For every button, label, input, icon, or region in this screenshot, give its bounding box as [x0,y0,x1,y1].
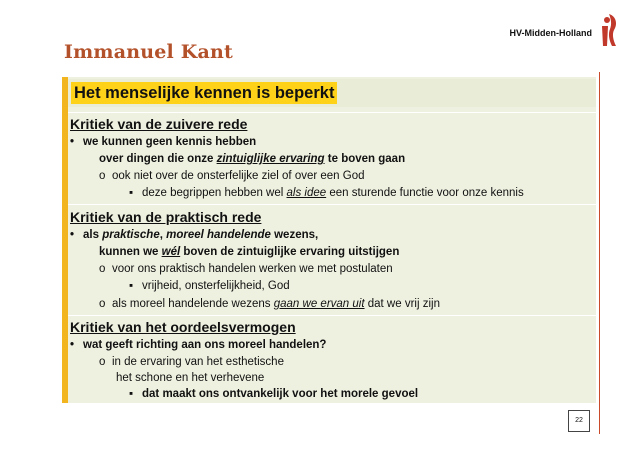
sub-bullet-icon: o [99,263,106,275]
divider-line [599,72,600,434]
sub-sub-list-item: ▪ vrijheid, onsterfelijkheid, God [129,280,290,292]
section-heading-praktische-rede: Kritiek van de praktisch rede [70,209,262,225]
sub-list-item: o voor ons praktisch handelen werken we met postulaten [99,263,393,275]
sub-list-item-continuation: het schone en het verhevene [116,372,265,384]
sub-list-item: o in de ervaring van het esthetische [99,356,284,368]
sub-sub-list-item: ▪ dat maakt ons ontvankelijk voor het morele gevoel [129,388,419,400]
bullet-icon: • [70,339,75,351]
separator [68,112,596,113]
separator [68,315,596,316]
square-bullet-icon: ▪ [129,280,134,292]
section-heading-oordeelsvermogen: Kritiek van het oordeelsvermogen [70,319,296,335]
list-item-continuation: kunnen we wél boven de zintuiglijke ervaring uitstijgen [99,246,400,258]
page-number: 22 [568,410,590,432]
section-heading-zuivere-rede: Kritiek van de zuivere rede [70,116,248,132]
list-item: • we kunnen geen kennis hebben [70,136,257,148]
bullet-icon: • [70,136,75,148]
sub-list-item: o ook niet over de onsterfelijke ziel of over een God [99,170,365,182]
sub-bullet-icon: o [99,298,106,310]
sub-bullet-icon: o [99,356,106,368]
square-bullet-icon: ▪ [129,388,134,400]
list-item: • wat geeft richting aan ons moreel handelen? [70,339,327,351]
sub-bullet-icon: o [99,170,106,182]
sub-sub-list-item: ▪ deze begrippen hebben wel als idee een sturende functie voor onze kennis [129,187,524,199]
separator [68,204,596,205]
page-title: Immanuel Kant [64,41,233,63]
list-item: • als praktische, moreel handelende wezens, [70,229,319,241]
organization-name: HV-Midden-Holland [509,28,592,38]
sub-list-item: o als moreel handelende wezens gaan we ervan uit dat we vrij zijn [99,298,440,310]
square-bullet-icon: ▪ [129,187,134,199]
list-item-continuation: over dingen die onze zintuiglijke ervaring te boven gaan [99,153,406,165]
main-heading: Het menselijke kennen is beperkt [71,82,337,104]
bullet-icon: • [70,229,75,241]
organization-logo-icon [596,12,622,50]
